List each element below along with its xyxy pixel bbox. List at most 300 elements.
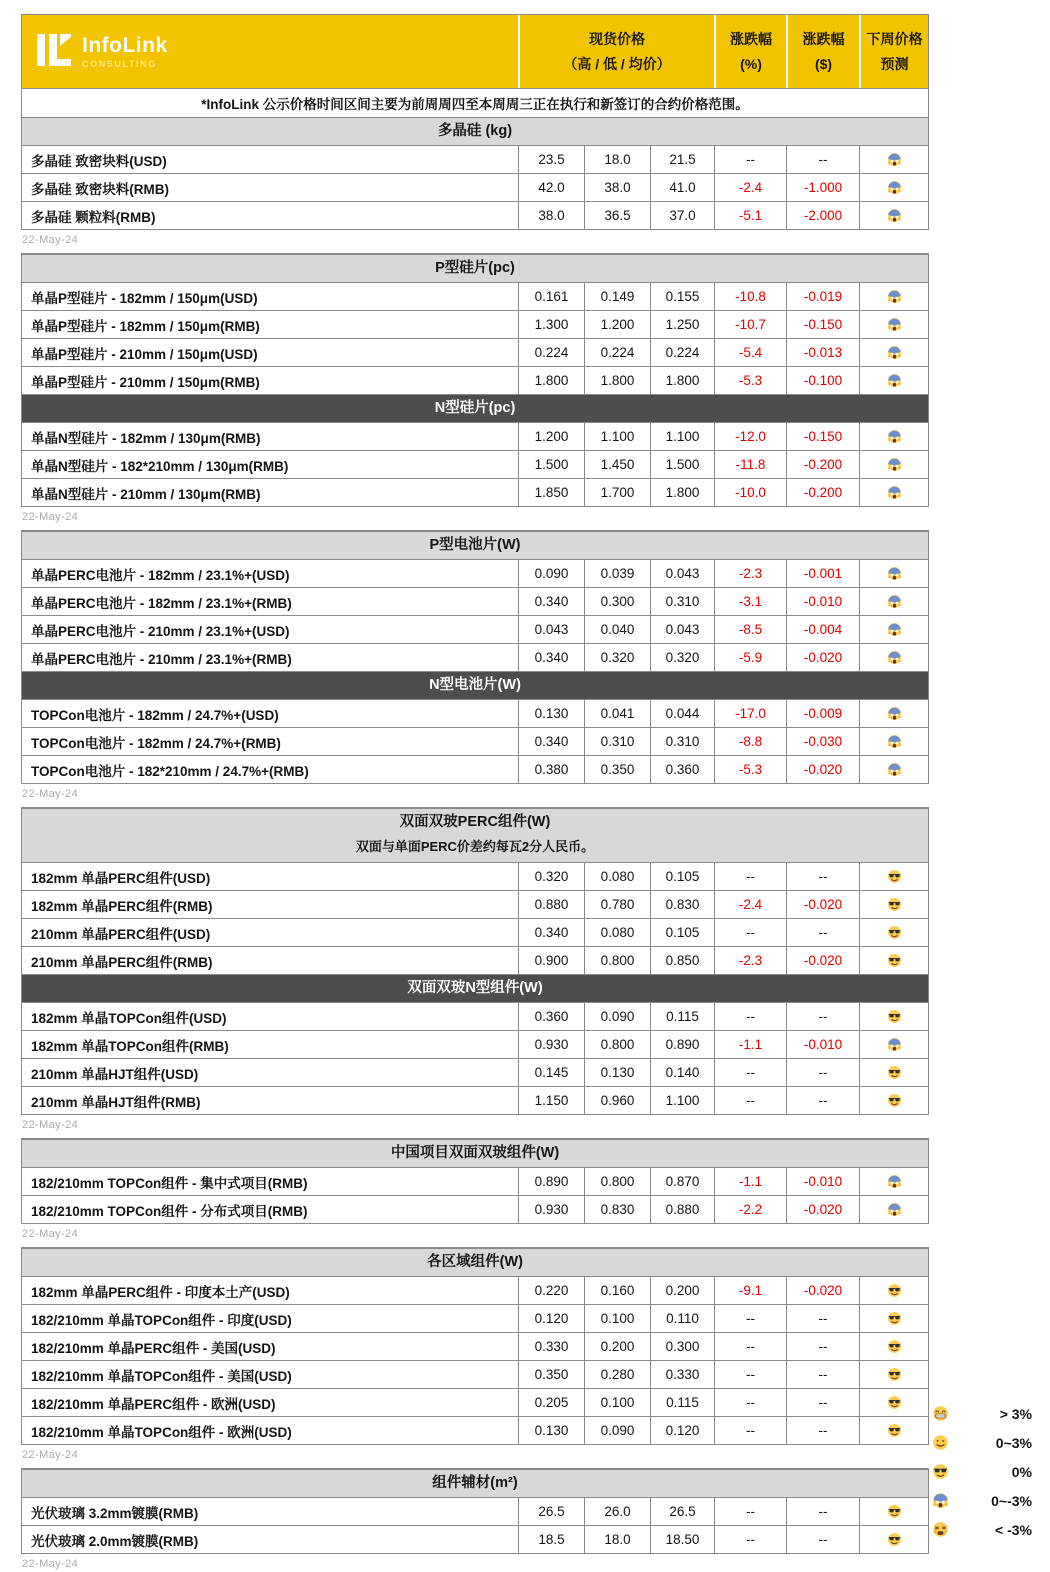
product-name: 光伏玻璃 2.0mm镀膜(RMB) [31,1533,199,1549]
scream-emoji-icon [887,457,902,472]
change-pct-value: -8.8 [714,728,786,755]
low-price: 0.200 [584,1333,650,1360]
change-pct-value: -- [714,1059,786,1086]
low-price: 0.160 [584,1277,650,1304]
low-price: 38.0 [584,174,650,201]
price-row [22,1002,928,1030]
high-price: 0.900 [518,947,584,974]
forecast-cell [859,1087,928,1114]
change-pct-value: -- [714,1305,786,1332]
change-pct-value: -5.1 [714,202,786,229]
change-usd-value: -0.010 [786,588,859,615]
change-usd-value: -- [786,1389,859,1416]
forecast-cell [859,202,928,229]
legend-item [932,1428,1044,1457]
scream-emoji-icon [887,622,902,637]
legend-label: > 3% [999,1405,1032,1422]
scream-emoji-icon [887,373,902,388]
avg-price: 0.155 [650,283,714,310]
forecast-cell [859,1168,928,1195]
cool-emoji-icon [887,1395,902,1410]
product-name: 182mm 单晶PERC组件(USD) [31,870,211,886]
change-pct-value: -- [714,146,786,173]
forecast-cell [859,1031,928,1058]
avg-price: 0.300 [650,1333,714,1360]
section-header [22,117,928,145]
product-name: 单晶P型硅片 - 182mm / 150μm(USD) [31,290,258,306]
price-row [22,338,928,366]
avg-price: 0.890 [650,1031,714,1058]
price-row [22,310,928,338]
cool-emoji-icon [887,1504,902,1519]
low-price: 1.200 [584,311,650,338]
avg-price: 0.120 [650,1417,714,1444]
change-usd-value: -0.010 [786,1031,859,1058]
change-pct-value: -10.7 [714,311,786,338]
logo-title: InfoLink [82,33,168,57]
forecast-cell [859,311,928,338]
product-name: 多晶硅 颗粒料(RMB) [31,209,156,225]
forecast-cell [859,1277,928,1304]
price-row [22,1525,928,1553]
masthead-block [21,14,929,230]
product-name: TOPCon电池片 - 182mm / 24.7%+(USD) [31,707,279,723]
change-usd-value: -0.004 [786,616,859,643]
section-date: 22-May-24 [22,1449,79,1461]
low-price: 1.100 [584,423,650,450]
product-name: 单晶P型硅片 - 182mm / 150μm(RMB) [31,318,260,334]
avg-price: 1.800 [650,367,714,394]
cool-emoji-icon [887,869,902,884]
product-name: 单晶P型硅片 - 210mm / 150μm(USD) [31,346,258,362]
change-pct-value: -2.4 [714,174,786,201]
scream-emoji-icon [932,1492,949,1509]
avg-price: 0.044 [650,700,714,727]
change-usd-value: -- [786,1498,859,1525]
change-pct-value: -8.5 [714,616,786,643]
high-price: 0.880 [518,891,584,918]
section-header [22,974,928,1002]
forecast-cell [859,728,928,755]
low-price: 0.960 [584,1087,650,1114]
product-name: 单晶PERC电池片 - 182mm / 23.1%+(RMB) [31,595,292,611]
avg-price: 0.330 [650,1361,714,1388]
cool-emoji-icon [887,1367,902,1382]
avg-price: 37.0 [650,202,714,229]
scream-emoji-icon [887,289,902,304]
forecast-cell [859,283,928,310]
product-name: 多晶硅 致密块料(RMB) [31,181,169,197]
change-pct-value: -5.4 [714,339,786,366]
change-usd-value: -0.020 [786,1196,859,1223]
section-header [22,1469,928,1497]
section-title: 双面双玻PERC组件(W) [399,814,551,830]
section-header [22,254,928,282]
low-price: 0.090 [584,1417,650,1444]
price-row [22,1304,928,1332]
change-usd-value: -- [786,1059,859,1086]
change-usd-value: -- [786,919,859,946]
change-usd-value: -0.020 [786,1277,859,1304]
avg-price: 1.100 [650,423,714,450]
price-row [22,727,928,755]
forecast-cell [859,891,928,918]
price-row [22,1276,928,1304]
section-note: 双面与单面PERC价差约每瓦2分人民币。 [355,839,595,854]
forecast-cell [859,616,928,643]
section-header [22,808,928,862]
high-price: 26.5 [518,1498,584,1525]
price-row [22,478,928,506]
change-pct-value: -- [714,1361,786,1388]
polysilicon-section-host [22,117,928,229]
high-price: 0.145 [518,1059,584,1086]
product-name: 单晶N型硅片 - 210mm / 130μm(RMB) [31,486,261,502]
change-usd-value: -0.030 [786,728,859,755]
price-row [22,1416,928,1444]
high-price: 0.330 [518,1333,584,1360]
product-name: 182/210mm TOPCon组件 - 集中式项目(RMB) [31,1175,308,1191]
avg-price: 0.043 [650,560,714,587]
avg-price: 41.0 [650,174,714,201]
column-header-change-usd [786,15,859,88]
change-pct-value: -- [714,1417,786,1444]
forecast-cell [859,756,928,783]
change-pct-value: -- [714,1389,786,1416]
change-pct-value: -2.4 [714,891,786,918]
change-usd-value: -0.150 [786,423,859,450]
forecast-cell [859,1361,928,1388]
low-price: 0.080 [584,863,650,890]
change-pct-value: -3.1 [714,588,786,615]
price-row [22,201,928,229]
high-price: 0.205 [518,1389,584,1416]
change-pct-value: -10.0 [714,479,786,506]
high-price: 1.150 [518,1087,584,1114]
change-pct-value: -5.3 [714,367,786,394]
section-header [22,394,928,422]
avg-price: 0.200 [650,1277,714,1304]
high-price: 0.130 [518,700,584,727]
avg-price: 0.870 [650,1168,714,1195]
price-row [22,1360,928,1388]
product-name: 210mm 单晶HJT组件(RMB) [31,1094,201,1110]
product-name: 单晶N型硅片 - 182*210mm / 130μm(RMB) [31,458,289,474]
product-name: 182/210mm 单晶TOPCon组件 - 印度(USD) [31,1312,292,1328]
price-row [22,890,928,918]
product-name: TOPCon电池片 - 182*210mm / 24.7%+(RMB) [31,763,309,779]
change-usd-value: -0.020 [786,756,859,783]
change-pct-value: -- [714,863,786,890]
price-block [21,1247,929,1445]
change-pct-value: -- [714,1498,786,1525]
section-date: 22-May-24 [22,1228,79,1240]
avg-price: 0.360 [650,756,714,783]
low-price: 0.350 [584,756,650,783]
change-usd-value: -- [786,863,859,890]
cool-emoji-icon [887,897,902,912]
legend-label: < -3% [995,1521,1032,1538]
change-usd-value: -0.200 [786,479,859,506]
section-title: 多晶硅 (kg) [437,123,513,139]
avg-price: 1.100 [650,1087,714,1114]
column-header-forecast [859,15,928,88]
change-usd-value: -0.009 [786,700,859,727]
forecast-cell [859,1389,928,1416]
price-row [22,615,928,643]
section-title: 组件辅材(m²) [432,1475,518,1491]
price-block [21,1468,929,1554]
legend-item [932,1399,1044,1428]
change-pct-value: -2.2 [714,1196,786,1223]
scream-emoji-icon [887,762,902,777]
product-name: 单晶PERC电池片 - 182mm / 23.1%+(USD) [31,567,290,583]
change-usd-value: -0.200 [786,451,859,478]
product-name: 182/210mm 单晶TOPCon组件 - 欧洲(USD) [31,1424,292,1440]
cool-emoji-icon [887,953,902,968]
infolink-logo-icon [35,31,73,73]
change-usd-value: -2.000 [786,202,859,229]
forecast-cell [859,560,928,587]
forecast-cell [859,146,928,173]
scream-emoji-icon [887,152,902,167]
price-block [21,1138,929,1224]
change-pct-value: -- [714,1003,786,1030]
change-pct-value: -1.1 [714,1168,786,1195]
smile-emoji-icon [932,1434,949,1451]
avg-price: 0.880 [650,1196,714,1223]
price-row [22,1030,928,1058]
high-price: 23.5 [518,146,584,173]
price-row [22,862,928,890]
high-price: 1.850 [518,479,584,506]
forecast-title: 下周价格 [866,30,923,47]
cool-emoji-icon [887,1532,902,1547]
price-row [22,587,928,615]
price-row [22,145,928,173]
avg-price: 0.310 [650,728,714,755]
section-title: 双面双玻N型组件(W) [407,980,543,996]
forecast-cell [859,644,928,671]
high-price: 0.043 [518,616,584,643]
product-name: 182/210mm 单晶TOPCon组件 - 美国(USD) [31,1368,292,1384]
product-name: 182/210mm 单晶PERC组件 - 美国(USD) [31,1340,276,1356]
product-name: 182mm 单晶PERC组件(RMB) [31,898,213,914]
high-price: 38.0 [518,202,584,229]
section-title: 中国项目双面双玻组件(W) [390,1145,560,1161]
infolink-logo [22,15,518,88]
low-price: 0.800 [584,1031,650,1058]
change-pct-sub: (%) [740,55,762,72]
change-usd-value: -- [786,1361,859,1388]
cool-emoji-icon [887,1339,902,1354]
low-price: 0.800 [584,947,650,974]
price-row [22,1497,928,1525]
change-usd-value: -0.020 [786,947,859,974]
avg-price: 21.5 [650,146,714,173]
change-usd-value: -0.019 [786,283,859,310]
masthead [22,15,928,89]
change-pct-value: -2.3 [714,560,786,587]
price-row [22,946,928,974]
high-price: 0.120 [518,1305,584,1332]
scream-emoji-icon [887,1174,902,1189]
forecast-cell [859,1003,928,1030]
scream-emoji-icon [887,734,902,749]
forecast-cell [859,451,928,478]
change-usd-value: -- [786,1087,859,1114]
product-name: 单晶PERC电池片 - 210mm / 23.1%+(USD) [31,623,290,639]
avg-price: 0.110 [650,1305,714,1332]
change-pct-value: -5.9 [714,644,786,671]
avg-price: 0.224 [650,339,714,366]
avg-price: 0.115 [650,1389,714,1416]
section-header [22,531,928,559]
low-price: 0.830 [584,1196,650,1223]
product-name: 182mm 单晶PERC组件 - 印度本土产(USD) [31,1284,290,1300]
price-row [22,699,928,727]
section-date: 22-May-24 [22,1119,79,1131]
cool-emoji-icon [887,925,902,940]
avg-price: 26.5 [650,1498,714,1525]
price-row [22,643,928,671]
price-block [21,253,929,507]
product-name: 182/210mm TOPCon组件 - 分布式项目(RMB) [31,1203,308,1219]
logo-subtitle: CONSULTING [82,58,157,69]
product-name: 单晶PERC电池片 - 210mm / 23.1%+(RMB) [31,651,292,667]
forecast-cell [859,339,928,366]
section-header [22,671,928,699]
product-name: 210mm 单晶PERC组件(RMB) [31,954,213,970]
high-price: 0.224 [518,339,584,366]
product-name: 多晶硅 致密块料(USD) [31,153,167,169]
scream-emoji-icon [887,566,902,581]
forecast-cell [859,1498,928,1525]
high-price: 0.220 [518,1277,584,1304]
forecast-cell [859,1059,928,1086]
forecast-cell [859,479,928,506]
low-price: 0.800 [584,1168,650,1195]
price-row [22,1167,928,1195]
high-price: 0.090 [518,560,584,587]
change-usd-value: -0.001 [786,560,859,587]
avg-price: 1.500 [650,451,714,478]
avg-price: 18.50 [650,1526,714,1553]
low-price: 0.280 [584,1361,650,1388]
product-name: 182mm 单晶TOPCon组件(USD) [31,1010,227,1026]
change-usd-value: -0.020 [786,891,859,918]
low-price: 26.0 [584,1498,650,1525]
change-pct-value: -10.8 [714,283,786,310]
section-date: 22-May-24 [22,1558,79,1570]
high-price: 1.500 [518,451,584,478]
low-price: 0.040 [584,616,650,643]
cool-emoji-icon [887,1093,902,1108]
high-price: 0.340 [518,919,584,946]
change-usd-value: -1.000 [786,174,859,201]
cool-emoji-icon [887,1423,902,1438]
product-name: 182mm 单晶TOPCon组件(RMB) [31,1038,229,1054]
product-name: 210mm 单晶PERC组件(USD) [31,926,211,942]
high-price: 0.340 [518,588,584,615]
avg-price: 1.250 [650,311,714,338]
change-usd-title: 涨跌幅 [802,30,845,47]
change-usd-value: -0.010 [786,1168,859,1195]
scream-emoji-icon [887,345,902,360]
forecast-cell [859,588,928,615]
low-price: 18.0 [584,146,650,173]
product-name: 210mm 单晶HJT组件(USD) [31,1066,199,1082]
scream-emoji-icon [887,594,902,609]
price-row [22,1195,928,1223]
price-row [22,173,928,201]
column-header-change-pct [714,15,786,88]
forecast-legend [932,1399,1044,1544]
low-price: 0.224 [584,339,650,366]
low-price: 0.300 [584,588,650,615]
high-price: 0.930 [518,1031,584,1058]
change-pct-value: -11.8 [714,451,786,478]
forecast-cell [859,947,928,974]
price-note: *InfoLink 公示价格时间区间主要为前周周四至本周周三正在执行和新签订的合约价格范围。 [22,89,928,117]
legend-label: 0~-3% [991,1492,1032,1509]
section-title: P型电池片(W) [429,537,521,553]
low-price: 0.780 [584,891,650,918]
tired-emoji-icon [932,1521,949,1538]
section-title: P型硅片(pc) [435,260,515,276]
avg-price: 0.830 [650,891,714,918]
forecast-cell [859,1333,928,1360]
scream-emoji-icon [887,1202,902,1217]
low-price: 0.090 [584,1003,650,1030]
change-pct-value: -- [714,1526,786,1553]
high-price: 42.0 [518,174,584,201]
section-title: 各区域组件(W) [427,1254,523,1270]
change-pct-value: -- [714,1087,786,1114]
forecast-cell [859,1526,928,1553]
legend-item [932,1457,1044,1486]
high-price: 1.800 [518,367,584,394]
low-price: 0.080 [584,919,650,946]
price-row [22,450,928,478]
high-price: 0.380 [518,756,584,783]
forecast-cell [859,1196,928,1223]
low-price: 0.041 [584,700,650,727]
change-usd-value: -0.020 [786,644,859,671]
forecast-sub: 预测 [880,55,909,72]
price-row [22,1388,928,1416]
high-price: 0.320 [518,863,584,890]
scream-emoji-icon [887,1037,902,1052]
cool-emoji-icon [887,1283,902,1298]
change-usd-value: -0.013 [786,339,859,366]
change-pct-value: -17.0 [714,700,786,727]
change-pct-title: 涨跌幅 [730,30,772,47]
high-price: 1.300 [518,311,584,338]
change-pct-value: -- [714,1333,786,1360]
scream-emoji-icon [887,208,902,223]
price-row [22,1332,928,1360]
avg-price: 0.140 [650,1059,714,1086]
change-usd-value: -- [786,146,859,173]
cool-emoji-icon [887,1311,902,1326]
forecast-cell [859,174,928,201]
avg-price: 0.043 [650,616,714,643]
change-usd-value: -0.100 [786,367,859,394]
price-block [21,530,929,784]
high-price: 0.930 [518,1196,584,1223]
change-usd-value: -- [786,1003,859,1030]
